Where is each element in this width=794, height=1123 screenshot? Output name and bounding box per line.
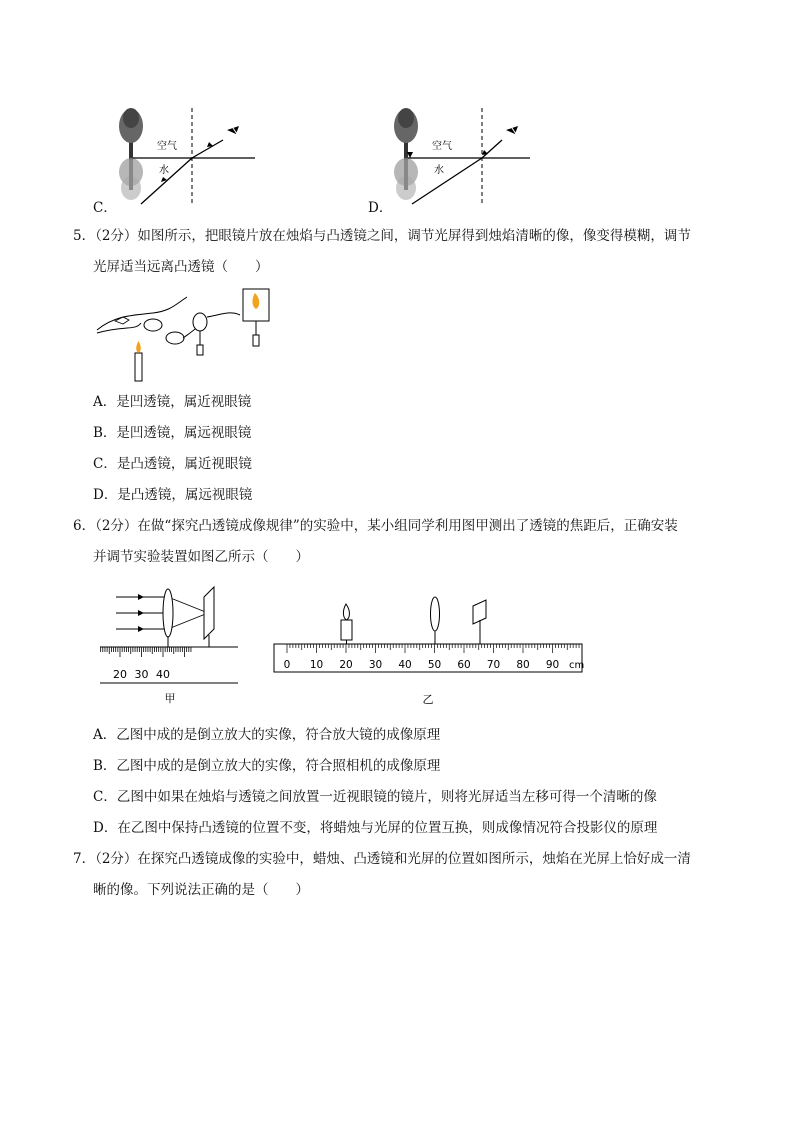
q7-stem-line2: 晰的像。下列说法正确的是（ ） xyxy=(93,882,309,898)
ruler-unit: cm xyxy=(569,660,585,671)
convex-lens-icon xyxy=(193,313,207,355)
q6-option-a: A．乙图中成的是倒立放大的实像，符合放大镜的成像原理 xyxy=(93,727,441,743)
ruler-label: 0 xyxy=(283,659,291,671)
q5-option-b: B．是凹透镜，属远视眼镜 xyxy=(93,425,252,441)
convex-lens-icon xyxy=(163,589,173,637)
ruler-label: 20 xyxy=(113,668,127,681)
q6-option-b: B．乙图中成的是倒立放大的实像，符合照相机的成像原理 xyxy=(93,758,441,774)
q5-option-c: C．是凸透镜，属近视眼镜 xyxy=(93,456,252,472)
q7-stem-line1: 7．（2分）在探究凸透镜成像的实验中，蜡烛、凸透镜和光屏的位置如图所示，烛焰在光屏上恰好成一清 xyxy=(73,851,691,867)
q4-figure-d xyxy=(390,100,540,212)
water-label: 水 xyxy=(434,165,444,176)
q5-stem-line1: 5．（2分）如图所示，把眼镜片放在烛焰与凸透镜之间，调节光屏得到烛焰清晰的像，像变得模糊，调节 xyxy=(73,228,691,244)
air-label: 空气 xyxy=(157,141,177,152)
ruler-label: 10 xyxy=(309,659,324,671)
q4-figure-c xyxy=(115,100,265,212)
tree-icon xyxy=(394,108,418,200)
parallel-rays xyxy=(116,594,208,632)
convex-lens-icon xyxy=(431,597,440,631)
q6-figure-yi xyxy=(270,592,590,707)
figure-caption-yi: 乙 xyxy=(422,693,434,706)
ruler-label: 20 xyxy=(339,659,353,671)
q6-stem-line1: 6．（2分）在做“探究凸透镜成像规律”的实验中，某小组同学利用图甲测出了透镜的焦距后，正确安装 xyxy=(73,518,678,534)
q5-stem-line2: 光屏适当远离凸透镜（ ） xyxy=(93,259,269,275)
water-label: 水 xyxy=(159,165,169,176)
screen-icon xyxy=(204,587,214,639)
ruler-ticks xyxy=(101,647,191,657)
q5-option-a: A．是凹透镜，属近视眼镜 xyxy=(93,394,252,410)
tree-icon xyxy=(119,108,143,200)
candle-icon xyxy=(135,341,142,381)
ruler-label: 90 xyxy=(545,659,560,671)
ruler-label: 40 xyxy=(156,668,170,681)
q5-option-d: D．是凸透镜，属远视眼镜 xyxy=(93,487,253,503)
q6-stem-line2: 并调节实验装置如图乙所示（ ） xyxy=(93,549,309,565)
figure-caption-jia: 甲 xyxy=(164,692,176,705)
q4-option-c-label: C． xyxy=(93,200,117,216)
q6-figure-jia xyxy=(98,585,243,705)
screen-icon xyxy=(243,289,269,346)
ruler-label: 60 xyxy=(457,659,471,671)
q5-figure xyxy=(95,285,285,385)
ruler-label: 80 xyxy=(516,659,530,671)
candle-icon xyxy=(341,604,352,644)
q6-option-d: D．在乙图中保持凸透镜的位置不变，将蜡烛与光屏的位置互换，则成像情况符合投影仪的原理 xyxy=(93,820,658,836)
eye-icon xyxy=(227,126,239,134)
eye-icon xyxy=(506,126,518,134)
ruler-label: 40 xyxy=(398,659,412,671)
air-label: 空气 xyxy=(432,141,452,152)
q6-option-c: C．乙图中如果在烛焰与透镜之间放置一近视眼镜的镜片，则将光屏适当左移可得一个清晰的像 xyxy=(93,789,657,805)
ruler-labels xyxy=(113,668,170,681)
ruler-label: 70 xyxy=(486,659,501,671)
ruler-label: 30 xyxy=(134,668,149,681)
q4-option-d-label: D． xyxy=(368,200,393,216)
ruler-label: 50 xyxy=(427,659,442,671)
ruler-label: 30 xyxy=(368,659,383,671)
